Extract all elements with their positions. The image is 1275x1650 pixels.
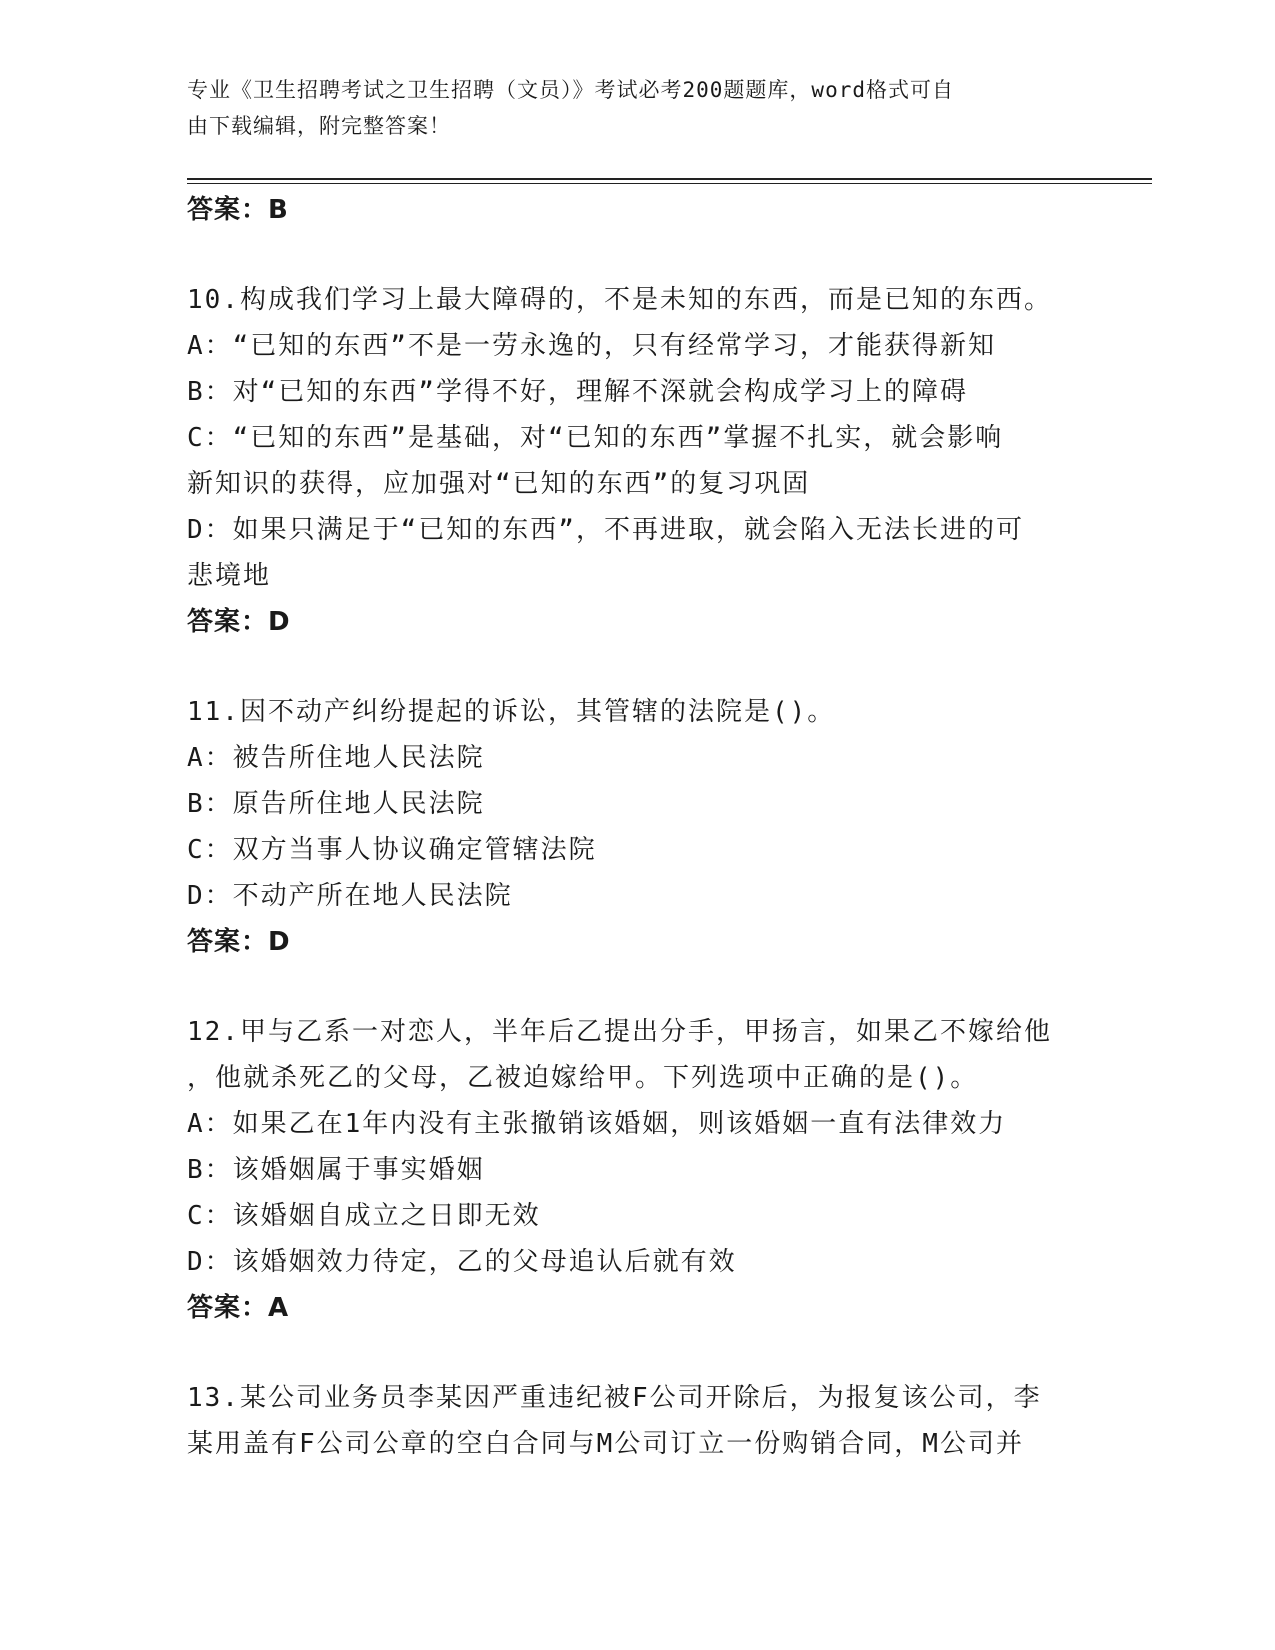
- answer-label: 答案：A: [187, 1293, 290, 1323]
- option-c: C：双方当事人协议确定管辖法院: [187, 835, 597, 865]
- header-line: 由下载编辑，附完整答案！: [187, 114, 451, 138]
- option-a: A：被告所住地人民法院: [187, 743, 485, 773]
- question-13: [187, 1375, 1087, 1467]
- question-stem-cont: ，他就杀死乙的父母，乙被迫嫁给甲。下列选项中正确的是()。: [187, 1063, 979, 1093]
- question-stem: 11.因不动产纠纷提起的诉讼，其管辖的法院是()。: [187, 697, 836, 727]
- option-b: B：该婚姻属于事实婚姻: [187, 1155, 485, 1185]
- question-12: [187, 1009, 1087, 1331]
- question-stem-cont: 某用盖有F公司公章的空白合同与M公司订立一份购销合同，M公司并: [187, 1429, 1024, 1459]
- question-stem: 12.甲与乙系一对恋人，半年后乙提出分手，甲扬言，如果乙不嫁给他: [187, 1017, 1052, 1047]
- option-c-cont: 新知识的获得，应加强对“已知的东西”的复习巩固: [187, 469, 811, 499]
- option-c: C：“已知的东西”是基础，对“已知的东西”掌握不扎实，就会影响: [187, 423, 1004, 453]
- question-list: [187, 187, 1087, 1467]
- option-b: B：对“已知的东西”学得不好，理解不深就会构成学习上的障碍: [187, 377, 968, 407]
- header-divider: [187, 178, 1152, 180]
- option-d: D：如果只满足于“已知的东西”，不再进取，就会陷入无法长进的可: [187, 515, 1024, 545]
- document-header: [187, 72, 1067, 144]
- answer-label: 答案：D: [187, 607, 291, 637]
- header-line: 专业《卫生招聘考试之卫生招聘（文员）》考试必考200题题库，word格式可自: [187, 78, 954, 102]
- question-10: [187, 277, 1087, 645]
- question-11: [187, 689, 1087, 965]
- answer-label: 答案：D: [187, 927, 291, 957]
- option-d: D：不动产所在地人民法院: [187, 881, 513, 911]
- question-stem: 13.某公司业务员李某因严重违纪被F公司开除后，为报复该公司，李: [187, 1383, 1042, 1413]
- header-divider-thin: [187, 183, 1152, 184]
- option-c: C：该婚姻自成立之日即无效: [187, 1201, 541, 1231]
- answer-label: 答案：B: [187, 195, 289, 225]
- option-a: A：“已知的东西”不是一劳永逸的，只有经常学习，才能获得新知: [187, 331, 996, 361]
- option-b: B：原告所住地人民法院: [187, 789, 485, 819]
- question-stem: 10.构成我们学习上最大障碍的，不是未知的东西，而是已知的东西。: [187, 285, 1052, 315]
- option-d-cont: 悲境地: [187, 561, 272, 591]
- option-a: A：如果乙在1年内没有主张撤销该婚姻，则该婚姻一直有法律效力: [187, 1109, 1007, 1139]
- option-d: D：该婚姻效力待定，乙的父母追认后就有效: [187, 1247, 737, 1277]
